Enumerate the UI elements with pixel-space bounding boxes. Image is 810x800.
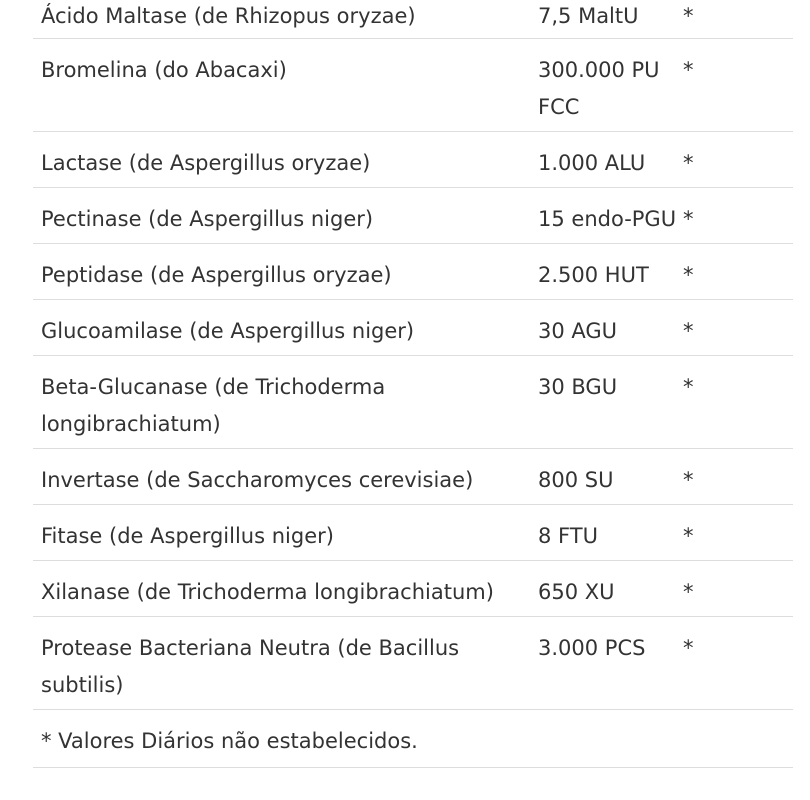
ingredient-name: Ácido Maltase (de Rhizopus oryzae) (33, 0, 538, 39)
supplement-facts-table-container (33, 0, 785, 768)
ingredient-name: Pectinase (de Aspergillus niger) (33, 188, 538, 244)
daily-value: * (683, 244, 793, 300)
ingredient-amount: 300.000 PU FCC (538, 39, 683, 132)
daily-value: * (683, 0, 793, 39)
ingredient-name: Protease Bacteriana Neutra (de Bacillus subtilis) (33, 617, 538, 710)
table-row (33, 561, 793, 617)
ingredient-name: Glucoamilase (de Aspergillus niger) (33, 300, 538, 356)
ingredient-amount: 8 FTU (538, 505, 683, 561)
ingredient-amount: 800 SU (538, 449, 683, 505)
table-row (33, 0, 793, 39)
table-row (33, 39, 793, 132)
ingredient-name: Bromelina (do Abacaxi) (33, 39, 538, 132)
daily-value: * (683, 132, 793, 188)
table-row (33, 449, 793, 505)
table-row (33, 356, 793, 449)
ingredient-amount: 3.000 PCS (538, 617, 683, 710)
daily-value: * (683, 356, 793, 449)
ingredient-name: Lactase (de Aspergillus oryzae) (33, 132, 538, 188)
daily-value: * (683, 617, 793, 710)
ingredient-name: Peptidase (de Aspergillus oryzae) (33, 244, 538, 300)
ingredient-amount: 1.000 ALU (538, 132, 683, 188)
ingredient-amount: 30 BGU (538, 356, 683, 449)
ingredient-amount: 7,5 MaltU (538, 0, 683, 39)
table-row (33, 505, 793, 561)
daily-value: * (683, 561, 793, 617)
daily-value: * (683, 449, 793, 505)
ingredient-amount: 650 XU (538, 561, 683, 617)
ingredient-amount: 2.500 HUT (538, 244, 683, 300)
ingredient-name: Fitase (de Aspergillus niger) (33, 505, 538, 561)
table-row (33, 244, 793, 300)
daily-value: * (683, 188, 793, 244)
table-row (33, 300, 793, 356)
footnote-text: * Valores Diários não estabelecidos. (33, 710, 793, 768)
daily-value: * (683, 300, 793, 356)
ingredient-name: Xilanase (de Trichoderma longibrachiatum) (33, 561, 538, 617)
ingredient-amount: 15 endo-PGU (538, 188, 683, 244)
daily-value: * (683, 39, 793, 132)
table-row (33, 188, 793, 244)
ingredient-amount: 30 AGU (538, 300, 683, 356)
table-row (33, 132, 793, 188)
supplement-facts-table (33, 0, 793, 768)
table-row (33, 617, 793, 710)
ingredient-name: Invertase (de Saccharomyces cerevisiae) (33, 449, 538, 505)
footnote-row (33, 710, 793, 768)
daily-value: * (683, 505, 793, 561)
ingredient-name: Beta-Glucanase (de Trichoderma longibrachiatum) (33, 356, 538, 449)
